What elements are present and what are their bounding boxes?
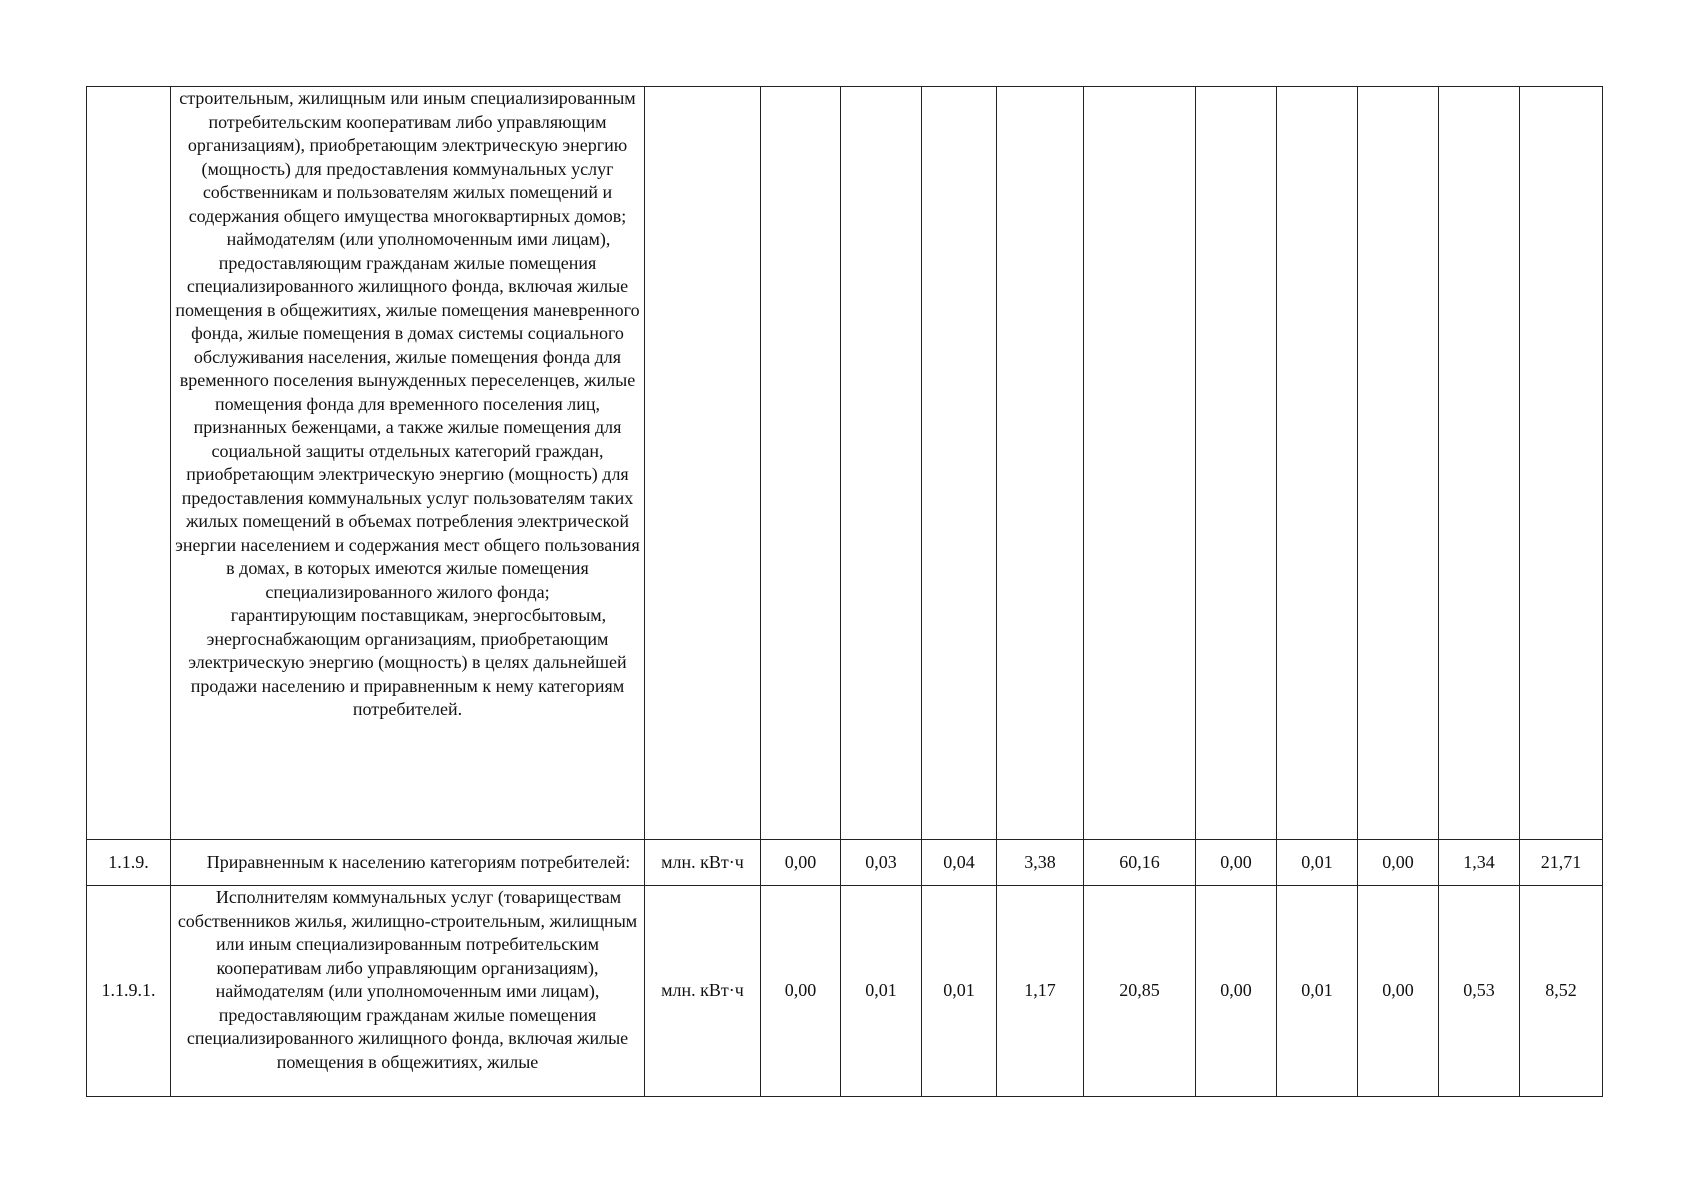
value-cell — [1084, 87, 1196, 840]
value-cell — [922, 87, 997, 840]
value-cell: 0,01 — [841, 886, 922, 1097]
value-cell — [841, 87, 922, 840]
row-description — [171, 886, 645, 1097]
value-cell: 0,03 — [841, 840, 922, 886]
tariff-table — [86, 86, 1603, 1097]
value-cell: 21,71 — [1520, 840, 1603, 886]
table-row — [87, 87, 1603, 840]
row-description — [171, 840, 645, 886]
value-cell — [997, 87, 1084, 840]
row-description — [171, 87, 645, 840]
description-paragraph: наймодателям (или уполномоченным ими лицам), предоставляющим гражданам жилые помещения специализированного жилищного фонда, включая жилые помещения в общежитиях, жилые помещения маневренного фонда, жилые помещения в домах системы социального обслуживания населения, жилые помещения фонда для временного поселения вынужденных переселенцев, жилые помещения фонда для временного поселения лиц, признанных беженцами, а также жилые помещения для социальной защиты отдельных категорий граждан, приобретающим электрическую энергию (мощность) для предоставления коммунальных услуг пользователям таких жилых помещений в объемах потребления электрической энергии населением и содержания мест общего пользования в домах, в которых имеются жилые помещения специализированного жилого фонда; — [175, 229, 640, 602]
value-cell — [1358, 87, 1439, 840]
value-cell: 0,00 — [1196, 840, 1277, 886]
value-cell — [1196, 87, 1277, 840]
description-paragraph: Исполнителям коммунальных услуг (товариществам собственников жилья, жилищно-строительным, жилищным или иным специализированным потребительским кооперативам либо управляющим организациям), наймодателям (или уполномоченным ими лицам), предоставляющим гражданам жилые помещения специализированного жилищного фонда, включая жилые помещения в общежитиях, жилые — [177, 887, 638, 1072]
description-paragraph: строительным, жилищным или иным специализированным потребительским кооперативам либо управляющим организациям), приобретающим электрическую энергию (мощность) для предоставления коммунальных услуг собственникам и пользователям жилых помещений и содержания общего имущества многоквартирных домов; — [179, 88, 636, 226]
value-cell: 0,00 — [1358, 840, 1439, 886]
value-cell: 0,04 — [922, 840, 997, 886]
value-cell: 0,01 — [922, 886, 997, 1097]
table-row — [87, 840, 1603, 886]
row-number: 1.1.9. — [87, 840, 171, 886]
value-cell: 0,00 — [1196, 886, 1277, 1097]
value-cell — [1277, 87, 1358, 840]
unit-cell: млн. кВт·ч — [645, 886, 761, 1097]
unit-cell — [645, 87, 761, 840]
row-number: 1.1.9.1. — [87, 886, 171, 1097]
value-cell: 0,00 — [761, 840, 841, 886]
value-cell: 0,01 — [1277, 840, 1358, 886]
description-paragraph: гарантирующим поставщикам, энергосбытовым, энергоснабжающим организациям, приобретающим электрическую энергию (мощность) в целях дальнейшей продажи населению и приравненным к нему категориям потребителей. — [188, 605, 627, 719]
value-cell — [761, 87, 841, 840]
value-cell: 0,00 — [761, 886, 841, 1097]
value-cell: 60,16 — [1084, 840, 1196, 886]
value-cell — [1439, 87, 1520, 840]
description-paragraph: Приравненным к населению категориям потребителей: — [206, 851, 631, 872]
row-number — [87, 87, 171, 840]
value-cell: 0,01 — [1277, 886, 1358, 1097]
value-cell: 0,53 — [1439, 886, 1520, 1097]
value-cell: 3,38 — [997, 840, 1084, 886]
value-cell: 1,34 — [1439, 840, 1520, 886]
value-cell: 20,85 — [1084, 886, 1196, 1097]
unit-cell: млн. кВт·ч — [645, 840, 761, 886]
value-cell: 1,17 — [997, 886, 1084, 1097]
table-row — [87, 886, 1603, 1097]
value-cell: 8,52 — [1520, 886, 1603, 1097]
value-cell: 0,00 — [1358, 886, 1439, 1097]
value-cell — [1520, 87, 1603, 840]
